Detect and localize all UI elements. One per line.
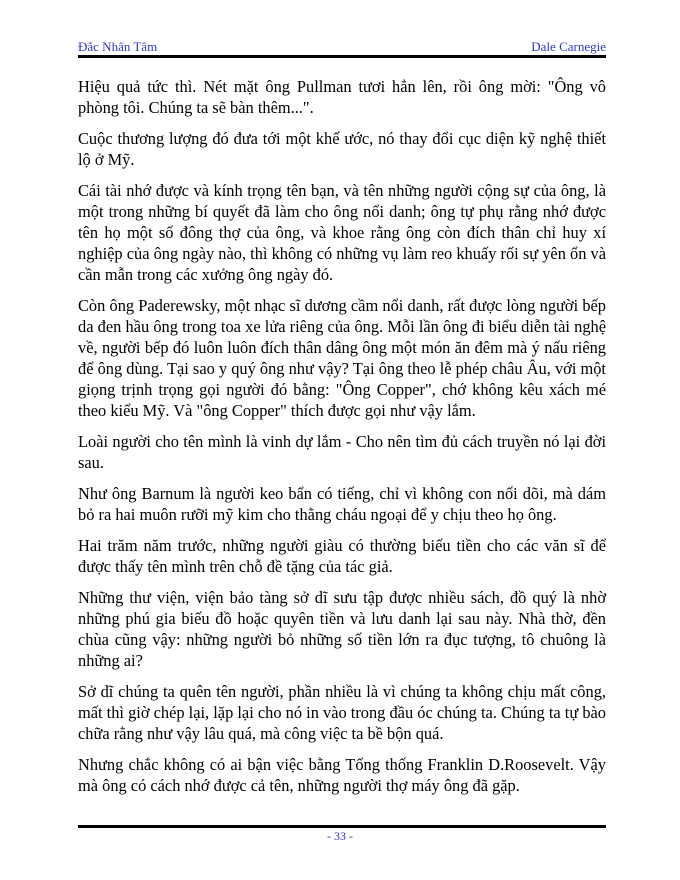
page-footer bbox=[0, 829, 680, 844]
page-body bbox=[78, 76, 606, 806]
page-number: - 33 - bbox=[327, 829, 353, 843]
paragraph: Như ông Barnum là người keo bẩn có tiếng, chỉ vì không con nối dõi, mà dám bỏ ra hai muôn rưỡi mỹ kim cho thằng cháu ngoại để y chịu theo họ ông. bbox=[78, 484, 606, 524]
paragraph: Cái tài nhớ được và kính trọng tên bạn, và tên những người cộng sự của ông, là một trong những bí quyết đã làm cho ông nổi danh; ông tự phụ rằng nhớ được tên họ một số đông thợ của ông, và khoe rằng ông còn đích thân chỉ huy xí nghiệp của ông ngày nào, thì không có những vụ làm reo khuấy rối sự yên ổn và cần mẫn trong các xưởng ông ngày đó. bbox=[78, 181, 606, 284]
page-header bbox=[78, 39, 606, 55]
paragraph: Sở dĩ chúng ta quên tên người, phần nhiều là vì chúng ta không chịu mất công, mất thì giờ chép lại, lặp lại cho nó in vào trong đầu óc chúng ta. Chúng ta tự bào chữa rằng như vậy lâu quá, mà công việc ta bề bộn quá. bbox=[78, 682, 606, 743]
paragraph: Loài người cho tên mình là vinh dự lắm - Cho nên tìm đủ cách truyền nó lại đời sau. bbox=[78, 432, 606, 472]
header-book-title: Đắc Nhân Tâm bbox=[78, 39, 158, 54]
paragraph: Hai trăm năm trước, những người giàu có thường biếu tiền cho các văn sĩ để được thấy tên mình trên chỗ đề tặng của tác giả. bbox=[78, 536, 606, 576]
paragraph: Cuộc thương lượng đó đưa tới một khế ước, nó thay đổi cục diện kỹ nghệ thiết lộ ở Mỹ. bbox=[78, 129, 606, 169]
header-rule bbox=[78, 55, 606, 58]
paragraph: Nhưng chắc không có ai bận việc bằng Tổng thống Franklin D.Roosevelt. Vậy mà ông có cách nhớ được cả tên, những người thợ máy ông đã gặp. bbox=[78, 755, 606, 795]
header-author: Dale Carnegie bbox=[531, 39, 606, 54]
paragraph: Hiệu quả tức thì. Nét mặt ông Pullman tươi hẳn lên, rồi ông mời: "Ông vô phòng tôi. Chúng ta sẽ bàn thêm...". bbox=[78, 77, 606, 117]
paragraph: Những thư viện, viện bảo tàng sở dĩ sưu tập được nhiều sách, đồ quý là nhờ những phú gia biếu đồ hoặc quyên tiền và lưu danh lại sau này. Nhà thờ, đền chùa cũng vậy: những người bỏ những số tiền lớn ra đục tượng, tô chuông là những ai? bbox=[78, 588, 606, 670]
footer-rule bbox=[78, 825, 606, 828]
paragraph: Còn ông Paderewsky, một nhạc sĩ dương cầm nổi danh, rất được lòng người bếp da đen hầu ông trong toa xe lửa riêng của ông. Mỗi lần ông đi biểu diễn tài nghệ về, người bếp đó luôn luôn đích thân dâng ông một món ăn đêm mà ý nấu riêng để ông dùng. Tại sao y quý ông như vậy? Tại ông theo lễ phép châu Âu, với một giọng trịnh trọng gọi người đó bằng: "Ông Copper", chớ không kêu xách mé theo kiểu Mỹ. Và "ông Copper" thích được gọi như vậy lắm. bbox=[78, 296, 606, 420]
